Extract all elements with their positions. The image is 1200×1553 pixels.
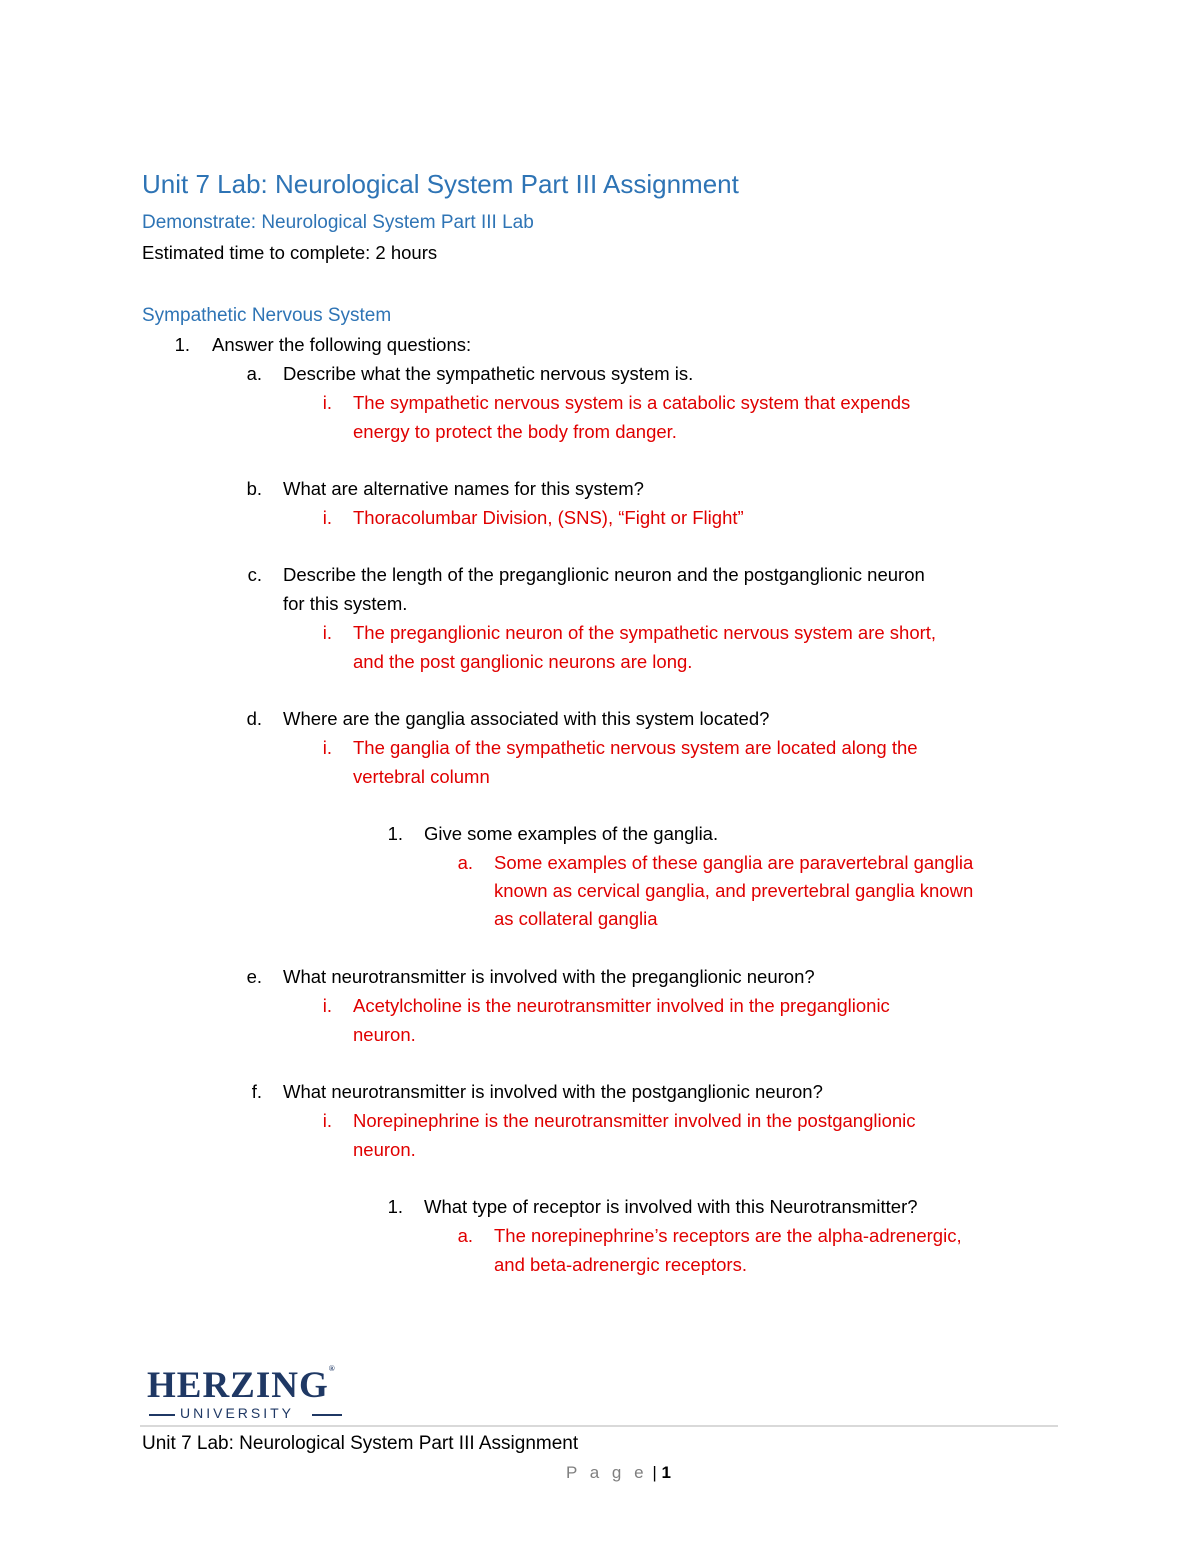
page-number [566, 1463, 671, 1483]
answer-d-line2: vertebral column [353, 766, 490, 787]
answer-f-sub-line1: The norepinephrine’s receptors are the alpha-adrenergic, [494, 1225, 962, 1246]
logo-right-bar [312, 1414, 342, 1416]
answer-a-line2: energy to protect the body from danger. [353, 421, 677, 442]
answer-d-marker: i. [322, 737, 332, 758]
question-d-sub-marker: 1. [387, 823, 403, 844]
page-separator: | [652, 1463, 657, 1482]
answer-c-line1: The preganglionic neuron of the sympathetic nervous system are short, [353, 622, 937, 643]
answer-a-line1: The sympathetic nervous system is a catabolic system that expends [353, 392, 911, 413]
answer-d-sub-line3: as collateral ganglia [494, 908, 658, 929]
answer-c-line2: and the post ganglionic neurons are long. [353, 651, 693, 672]
logo-university: UNIVERSITY [180, 1405, 295, 1421]
document-title: Unit 7 Lab: Neurological System Part III Assignment [142, 169, 739, 199]
answer-f-sub-line2: and beta-adrenergic receptors. [494, 1254, 747, 1275]
answer-e-line1: Acetylcholine is the neurotransmitter involved in the preganglionic [353, 995, 890, 1016]
answer-b-line1: Thoracolumbar Division, (SNS), “Fight or Flight” [353, 507, 744, 528]
question-d-sub-text: Give some examples of the ganglia. [424, 823, 719, 844]
answer-e-line2: neuron. [353, 1024, 416, 1045]
footer-divider [140, 1425, 1058, 1427]
question-d-text: Where are the ganglia associated with this system located? [283, 708, 770, 729]
answer-d-sub-line2: known as cervical ganglia, and prevertebral ganglia known [494, 880, 974, 901]
question-f-sub-text: What type of receptor is involved with this Neurotransmitter? [424, 1196, 918, 1217]
logo-left-bar [149, 1414, 175, 1416]
registered-mark-icon: ® [328, 1364, 336, 1373]
answer-b-marker: i. [322, 507, 332, 528]
question-c-line1: Describe the length of the preganglionic neuron and the postganglionic neuron [283, 564, 925, 585]
answer-d-sub-marker: a. [457, 852, 473, 873]
document-subtitle: Demonstrate: Neurological System Part III Lab [142, 212, 534, 233]
question-c-marker: c. [247, 564, 262, 585]
question-f-marker: f. [251, 1081, 262, 1102]
answer-a-marker: i. [322, 392, 332, 413]
question-c-line2: for this system. [283, 593, 408, 614]
answer-e-marker: i. [322, 995, 332, 1016]
item-1-marker: 1. [174, 334, 190, 355]
item-1-text: Answer the following questions: [212, 334, 472, 355]
section-heading: Sympathetic Nervous System [142, 305, 392, 326]
question-f-text: What neurotransmitter is involved with the postganglionic neuron? [283, 1081, 823, 1102]
answer-d-sub-line1: Some examples of these ganglia are paravertebral ganglia [494, 852, 974, 873]
answer-f-marker: i. [322, 1110, 332, 1131]
page-number-value: 1 [661, 1463, 671, 1482]
question-a-marker: a. [246, 363, 262, 384]
question-e-text: What neurotransmitter is involved with the preganglionic neuron? [283, 966, 815, 987]
answer-f-line1: Norepinephrine is the neurotransmitter involved in the postganglionic [353, 1110, 916, 1131]
question-b-marker: b. [246, 478, 262, 499]
answer-d-line1: The ganglia of the sympathetic nervous system are located along the [353, 737, 918, 758]
answer-f-line2: neuron. [353, 1139, 416, 1160]
estimated-time: Estimated time to complete: 2 hours [142, 242, 438, 263]
footer-title: Unit 7 Lab: Neurological System Part III Assignment [142, 1433, 579, 1454]
answer-f-sub-marker: a. [457, 1225, 473, 1246]
question-a-text: Describe what the sympathetic nervous system is. [283, 363, 694, 384]
question-d-marker: d. [246, 708, 262, 729]
question-f-sub-marker: 1. [387, 1196, 403, 1217]
answer-c-marker: i. [322, 622, 332, 643]
page-label: P a g e [566, 1463, 648, 1482]
question-b-text: What are alternative names for this system? [283, 478, 644, 499]
logo-name: HERZING [147, 1365, 329, 1406]
question-e-marker: e. [246, 966, 262, 987]
herzing-logo [147, 1364, 336, 1407]
